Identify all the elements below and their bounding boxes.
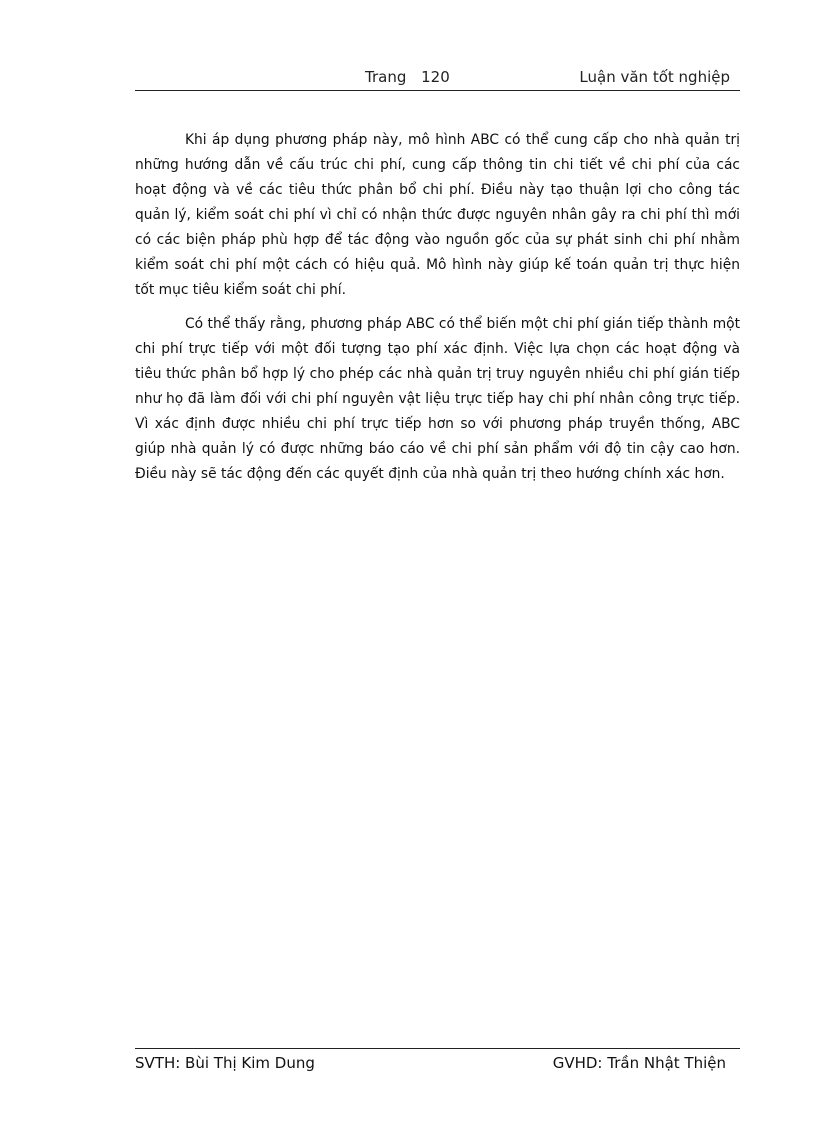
paragraph-abc-cost-control: Khi áp dụng phương pháp này, mô hình ABC có thể cung cấp cho nhà quản trị những hướng dẫn về cấu trúc chi phí, cung cấp thông tin chi tiết về chi phí của các hoạt động và về các tiêu thức phân bổ chi phí. Điều này tạo thuận lợi cho công tác quản lý, kiểm soát chi phí vì chỉ có nhận thức được nguyên nhân gây ra chi phí thì mới có các biện pháp phù hợp để tác động vào nguồn gốc của sự phát sinh chi phí nhằm kiểm soát chi phí một cách có hiệu quả. Mô hình này giúp kế toán quản trị thực hiện tốt mục tiêu kiểm soát chi phí. xyxy=(135,132,740,298)
document-body xyxy=(135,128,740,496)
page-label: Trang xyxy=(365,68,407,86)
paragraph-abc-direct-cost: Có thể thấy rằng, phương pháp ABC có thể biến một chi phí gián tiếp thành một chi phí trực tiếp với một đối tượng tạo phí xác định. Việc lựa chọn các hoạt động và tiêu thức phân bổ hợp lý cho phép các nhà quản trị truy nguyên nhiều chi phí gián tiếp như họ đã làm đối với chi phí nguyên vật liệu trực tiếp hay chi phí nhân công trực tiếp. Vì xác định được nhiều chi phí trực tiếp hơn so với phương pháp truyền thống, ABC giúp nhà quản lý có được những báo cáo về chi phí sản phẩm với độ tin cậy cao hơn. Điều này sẽ tác động đến các quyết định của nhà quản trị theo hướng chính xác hơn. xyxy=(135,316,740,482)
thesis-label: Luận văn tốt nghiệp xyxy=(579,68,730,86)
advisor-name: GVHD: Trần Nhật Thiện xyxy=(552,1054,726,1072)
page-number xyxy=(365,68,450,86)
page-footer xyxy=(135,1048,740,1079)
page-number-value: 120 xyxy=(421,68,450,86)
student-name: SVTH: Bùi Thị Kim Dung xyxy=(135,1054,315,1072)
page-header xyxy=(135,66,740,91)
